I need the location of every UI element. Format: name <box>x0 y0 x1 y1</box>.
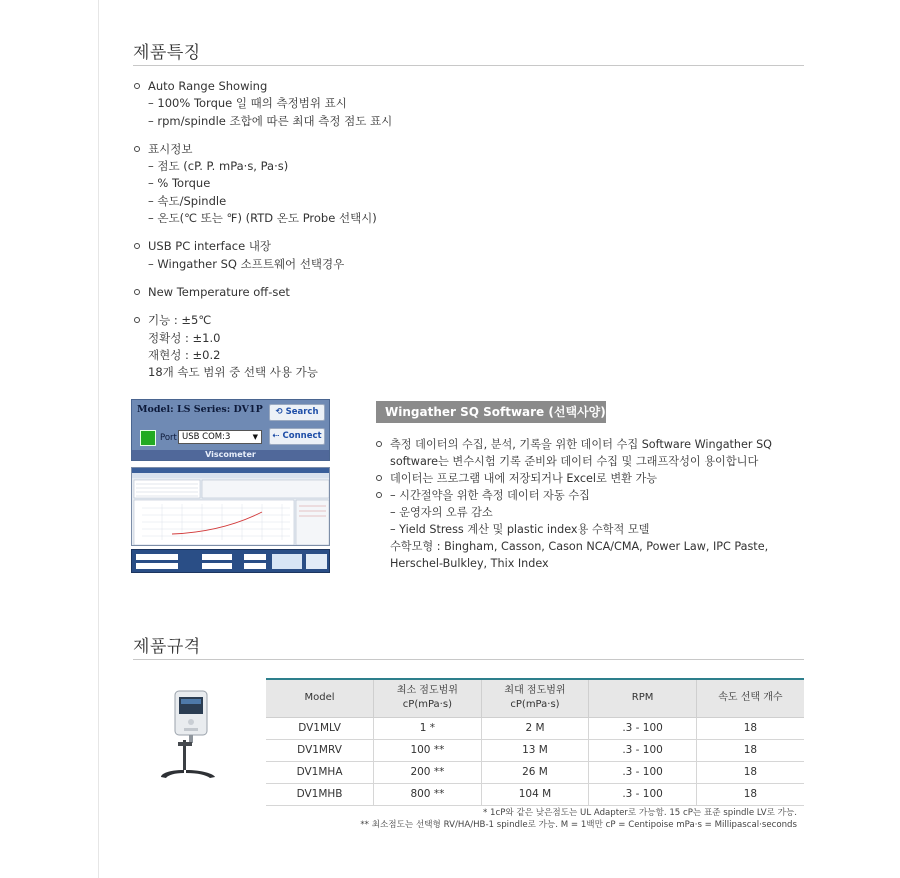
readout-bar-image <box>132 550 331 574</box>
software-connect-panel <box>131 399 330 461</box>
feature-detail: 18개 속도 범위 중 선택 사용 가능 <box>148 365 318 380</box>
software-feature-line: 데이터는 프로그램 내에 저장되거나 Excel로 변환 가능 <box>375 470 795 487</box>
spec-column-header <box>589 679 697 717</box>
refresh-icon: ⟲ <box>275 407 283 417</box>
feature-heading: 표시정보 <box>133 141 753 158</box>
left-divider <box>98 0 99 878</box>
chevron-down-icon: ▼ <box>252 433 258 441</box>
note-1: * 1cP와 같은 낮은점도는 UL Adapter로 가능함. 15 cP는 표준 spindle LV로 가능. <box>483 808 797 818</box>
software-graph-screenshot <box>131 467 330 546</box>
feature-detail: – 온도(℃ 또는 ℉) (RTD 온도 Probe 선택시) <box>148 211 377 226</box>
table-cell: 104 M <box>481 783 589 805</box>
spec-column-header <box>266 679 374 717</box>
features-list <box>133 78 753 392</box>
table-cell: 800 ** <box>374 783 482 805</box>
feature-group <box>133 312 753 381</box>
feature-heading: New Temperature off-set <box>133 284 753 301</box>
graph-screenshot-image <box>132 468 330 546</box>
port-select[interactable] <box>178 430 262 444</box>
header-line-2: cP(mPa·s) <box>402 699 452 711</box>
panel-footer: Viscometer <box>132 450 329 460</box>
port-value: USB COM:3 <box>182 432 231 442</box>
table-row <box>266 783 804 805</box>
plug-icon: ⇠ <box>272 431 280 441</box>
feature-detail: – 점도 (cP. P. mPa·s, Pa·s) <box>148 159 289 174</box>
feature-detail: – Wingather SQ 소프트웨어 선택경우 <box>148 256 345 271</box>
table-cell: DV1MHB <box>266 783 374 805</box>
software-badge: Wingather SQ Software (선택사양) <box>376 401 606 423</box>
table-cell: 200 ** <box>374 761 482 783</box>
header-line-1: 최대 점도범위 <box>504 685 566 697</box>
table-cell: 2 M <box>481 717 589 739</box>
specs-title: 제품규격 <box>133 637 201 657</box>
header-line-1: 속도 선택 개수 <box>718 692 783 704</box>
software-feature-line: 수학모형 : Bingham, Casson, Cason NCA/CMA, Power Law, IPC Paste, <box>390 540 769 553</box>
spec-column-header <box>481 679 589 717</box>
table-cell: .3 - 100 <box>589 739 697 761</box>
search-button[interactable] <box>269 404 325 421</box>
feature-heading: Auto Range Showing <box>133 78 753 95</box>
feature-group <box>133 141 753 227</box>
table-cell: 18 <box>696 717 804 739</box>
spec-table <box>266 678 804 806</box>
header-line-1: Model <box>304 692 335 704</box>
table-row <box>266 739 804 761</box>
software-feature-line: 측정 데이터의 수집, 분석, 기록을 위한 데이터 수집 Software Wingather SQ <box>375 436 795 453</box>
feature-heading: USB PC interface 내장 <box>133 238 753 255</box>
connect-button[interactable] <box>269 428 325 445</box>
features-rule <box>133 65 804 66</box>
spec-column-header <box>374 679 482 717</box>
port-label: Port <box>160 433 177 443</box>
connect-label: Connect <box>282 431 322 441</box>
feature-detail: – rpm/spindle 조합에 따른 최대 측정 점도 표시 <box>148 113 393 128</box>
table-cell: DV1MLV <box>266 717 374 739</box>
spec-table-header <box>266 679 804 717</box>
table-cell: .3 - 100 <box>589 761 697 783</box>
feature-detail: 정확성 : ±1.0 <box>148 330 221 345</box>
table-cell: 100 ** <box>374 739 482 761</box>
feature-group <box>133 238 753 273</box>
table-cell: .3 - 100 <box>589 783 697 805</box>
table-cell: 1 * <box>374 717 482 739</box>
specs-rule <box>133 659 804 660</box>
software-feature-list <box>375 436 795 572</box>
table-cell: 26 M <box>481 761 589 783</box>
table-cell: 13 M <box>481 739 589 761</box>
table-cell: .3 - 100 <box>589 717 697 739</box>
feature-group <box>133 284 753 301</box>
feature-detail: 재현성 : ±0.2 <box>148 347 221 362</box>
table-cell: 18 <box>696 739 804 761</box>
table-cell: DV1MHA <box>266 761 374 783</box>
header-line-1: RPM <box>631 692 654 704</box>
software-feature-line: – Yield Stress 계산 및 plastic index용 수학적 모델 <box>390 523 650 536</box>
table-row <box>266 717 804 739</box>
feature-detail: – % Torque <box>148 176 211 191</box>
note-2: ** 최소점도는 선택형 RV/HA/HB-1 spindle로 가능. M = 1백만 cP = Centipoise mPa·s = Millipascal·seconds <box>360 820 797 830</box>
table-cell: DV1MRV <box>266 739 374 761</box>
software-feature-line: software는 변수시험 기록 준비와 데이터 수집 및 그래프작성이 용이합니다 <box>390 455 759 468</box>
feature-heading: 기능 : ±5℃ <box>133 312 753 329</box>
spec-column-header <box>696 679 804 717</box>
panel-title: Model: LS Series: DV1P <box>137 404 263 415</box>
spec-notes <box>360 807 797 831</box>
viscometer-product-image <box>158 688 220 780</box>
connection-status-indicator <box>140 430 156 446</box>
software-feature-line: – 시간절약을 위한 측정 데이터 자동 수집 <box>375 487 795 504</box>
software-readout-bar <box>131 549 330 573</box>
feature-group <box>133 78 753 130</box>
software-feature-line: – 운영자의 오류 감소 <box>390 506 493 519</box>
search-label: Search <box>285 407 319 417</box>
header-line-1: 최소 점도범위 <box>396 685 458 697</box>
header-line-2: cP(mPa·s) <box>510 699 560 711</box>
table-cell: 18 <box>696 783 804 805</box>
feature-detail: – 100% Torque 일 때의 측정범위 표시 <box>148 96 347 111</box>
features-title: 제품특징 <box>133 43 201 63</box>
table-row <box>266 761 804 783</box>
table-cell: 18 <box>696 761 804 783</box>
feature-detail: – 속도/Spindle <box>148 193 227 208</box>
software-feature-line: Herschel-Bulkley, Thix Index <box>390 557 549 570</box>
